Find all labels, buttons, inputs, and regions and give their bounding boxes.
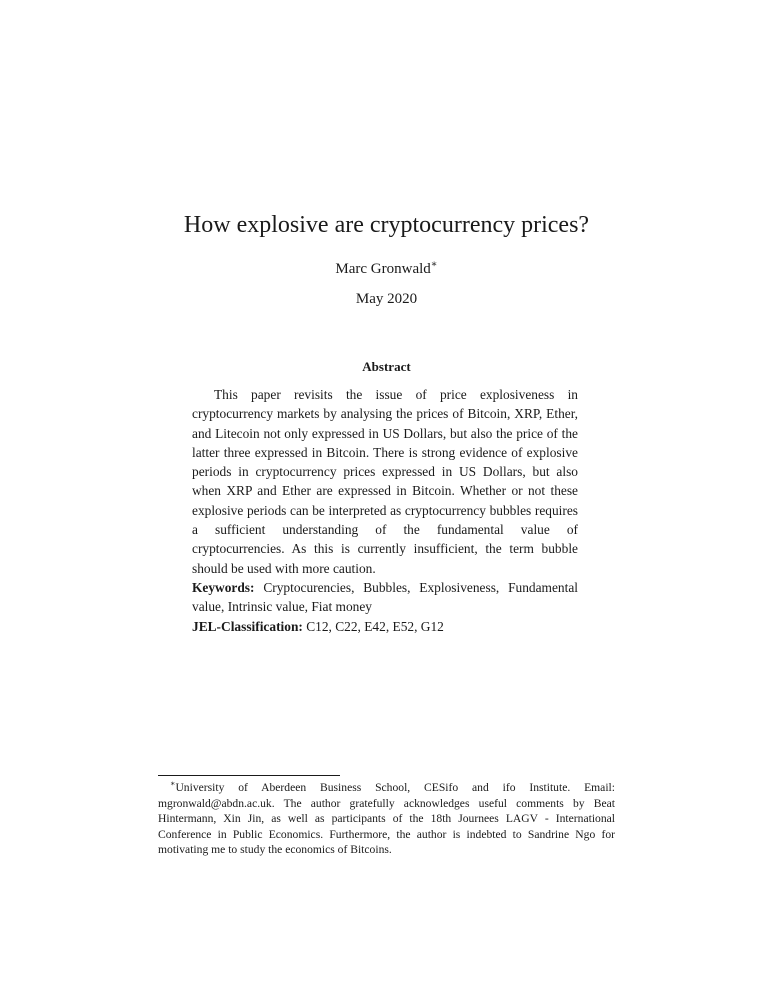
footnote: [158, 780, 615, 858]
jel-label: JEL-Classification:: [192, 618, 303, 634]
footnote-rule: [158, 775, 340, 776]
keywords-label: Keywords:: [192, 579, 255, 595]
jel-value: C12, C22, E42, E52, G12: [306, 618, 444, 634]
author-line: [0, 259, 773, 279]
jel-line: [192, 617, 578, 636]
abstract-text: This paper revisits the issue of price explosiveness in cryptocurrency markets by analysing the prices of Bitcoin, XRP, Ether, and Litecoin not only expressed in US Dollars, but also the price of the latter three expressed in Bitcoin. There is strong evidence of explosive periods in cryptocurrency prices expressed in US Dollars, but also when XRP and Ether are expressed in Bitcoin. Whether or not these explosive periods can be interpreted as cryptocurrency bubbles requires a sufficient understanding of the fundamental value of cryptocurrencies. As this is currently insufficient, the term bubble should be used with more caution.: [192, 387, 578, 576]
paper-title: How explosive are cryptocurrency prices?: [183, 212, 590, 238]
abstract-block: [192, 385, 578, 636]
footnote-mark: ∗: [170, 779, 176, 788]
author-name: Marc Gronwald: [335, 261, 431, 277]
keywords-line: [192, 578, 578, 617]
keywords-value: Cryptocurencies, Bubbles, Explosiveness, Fundamental value, Intrinsic value, Fiat money: [192, 579, 578, 615]
abstract-heading: Abstract: [362, 359, 411, 374]
footnote-text: University of Aberdeen Business School, CESifo and ifo Institute. Email: mgronwald@abdn.ac.uk. The author gratefully acknowledges useful comments by Beat Hintermann, Xin Jin, as well as participants of the 18th Journees LAGV - International Conference in Public Economics. Furthermore, the author is indebted to Sandrine Ngo for motivating me to study the economics of Bitcoins.: [158, 781, 615, 857]
author-footnote-mark: ∗: [430, 259, 438, 270]
paper-date: May 2020: [355, 291, 418, 307]
